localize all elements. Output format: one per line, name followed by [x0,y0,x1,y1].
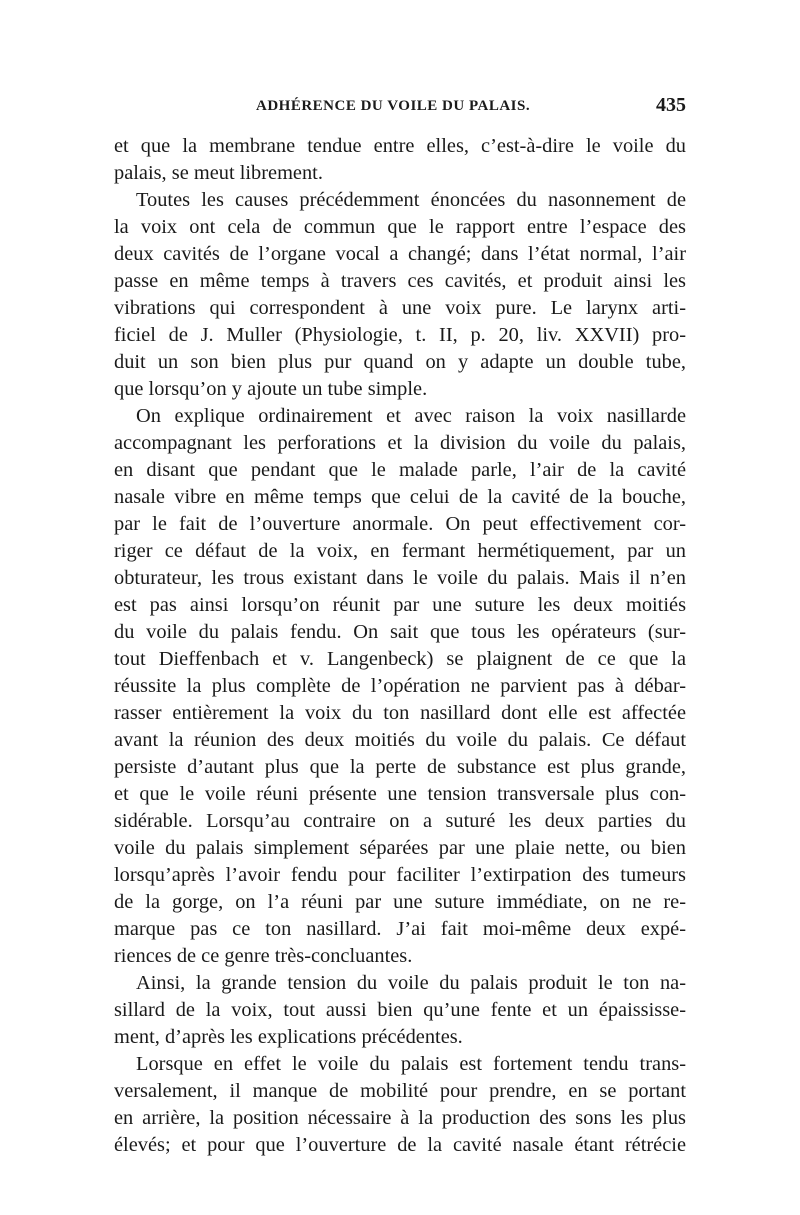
text-line: obturateur, les trous existant dans le voile du palais. Mais il n’en [114,567,686,589]
text-line: ficiel de J. Muller (Physiologie, t. II, p. 20, liv. XXVII) pro- [114,324,686,346]
text-line: versalement, il manque de mobilité pour prendre, en se portant [114,1080,686,1102]
text-line: riger ce défaut de la voix, en fermant hermétiquement, par un [114,540,686,562]
text-line: que lorsqu’on y ajoute un tube simple. [114,378,428,400]
text-line: élevés; et pour que l’ouverture de la cavité nasale étant rétrécie [114,1134,686,1156]
text-line: persiste d’autant plus que la perte de substance est plus grande, [114,756,686,778]
text-line: lorsqu’après l’avoir fendu pour faciliter l’extirpation des tumeurs [114,864,686,886]
text-line: en disant que pendant que le malade parle, l’air de la cavité [114,459,686,481]
text-line: vibrations qui correspondent à une voix pure. Le larynx arti- [114,297,686,319]
text-line: nasale vibre en même temps que celui de la cavité de la bouche, [114,486,686,508]
page-number: 435 [656,94,686,116]
page-header [114,96,686,120]
text-line: palais, se meut librement. [114,162,323,184]
text-line: sillard de la voix, tout aussi bien qu’une fente et un épaississe- [114,999,686,1021]
text-line: marque pas ce ton nasillard. J’ai fait moi-même deux expé- [114,918,686,940]
running-title: ADHÉRENCE DU VOILE DU PALAIS. [256,98,531,114]
text-line: accompagnant les perforations et la division du voile du palais, [114,432,686,454]
text-line: réussite la plus complète de l’opération ne parvient pas à débar- [114,675,686,697]
text-line: de la gorge, on l’a réuni par une suture immédiate, on ne re- [114,891,686,913]
text-line: en arrière, la position nécessaire à la production des sons les plus [114,1107,686,1129]
text-line: sidérable. Lorsqu’au contraire on a suturé les deux parties du [114,810,686,832]
text-line: passe en même temps à travers ces cavités, et produit ainsi les [114,270,686,292]
text-line: Lorsque en effet le voile du palais est fortement tendu trans- [136,1053,686,1075]
text-line: Ainsi, la grande tension du voile du palais produit le ton na- [136,972,686,994]
body-text [114,133,686,1159]
text-line: rasser entièrement la voix du ton nasillard dont elle est affectée [114,702,686,724]
text-line: On explique ordinairement et avec raison la voix nasillarde [136,405,686,427]
text-line: deux cavités de l’organe vocal a changé; dans l’état normal, l’air [114,243,686,265]
text-line: voile du palais simplement séparées par une plaie nette, ou bien [114,837,686,859]
text-line: Toutes les causes précédemment énoncées du nasonnement de [136,189,686,211]
text-line: et que le voile réuni présente une tension transversale plus con- [114,783,686,805]
text-line: duit un son bien plus pur quand on y adapte un double tube, [114,351,686,373]
text-line: riences de ce genre très-concluantes. [114,945,413,967]
text-line: ment, d’après les explications précédentes. [114,1026,463,1048]
text-line: du voile du palais fendu. On sait que tous les opérateurs (sur- [114,621,686,643]
text-line: par le fait de l’ouverture anormale. On peut effectivement cor- [114,513,686,535]
text-line: la voix ont cela de commun que le rapport entre l’espace des [114,216,686,238]
text-line: est pas ainsi lorsqu’on réunit par une suture les deux moitiés [114,594,686,616]
text-line: et que la membrane tendue entre elles, c’est-à-dire le voile du [114,135,686,157]
text-line: tout Dieffenbach et v. Langenbeck) se plaignent de ce que la [114,648,686,670]
text-line: avant la réunion des deux moitiés du voile du palais. Ce défaut [114,729,686,751]
